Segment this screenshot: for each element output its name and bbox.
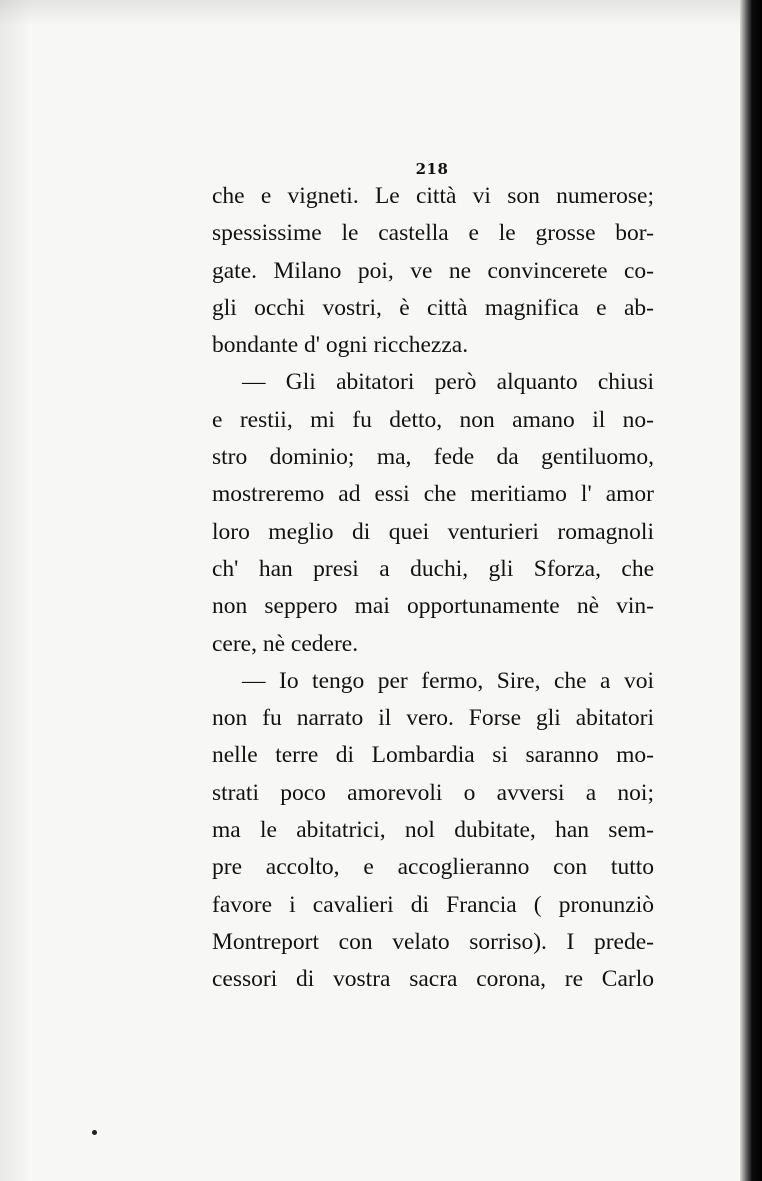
text-line: favore i cavalieri di Francia ( pronunziò xyxy=(212,891,654,918)
left-shadow xyxy=(0,0,30,1181)
text-line: nelle terre di Lombardia si saranno mo- xyxy=(212,742,654,769)
text-line: non seppero mai opportunamente nè vin- xyxy=(212,593,654,620)
text-line: che e vigneti. Le città vi son numerose; xyxy=(212,183,654,209)
text-line: gate. Milano poi, ve ne convincerete co- xyxy=(212,257,654,284)
text-line: — Gli abitatori però alquanto chiusi xyxy=(242,369,654,396)
text-line: cere, nè cedere. xyxy=(212,630,359,657)
page-binding-edge xyxy=(740,0,762,1181)
text-line: ma le abitatrici, nol dubitate, han sem- xyxy=(212,817,654,844)
text-line: gli occhi vostri, è città magnifica e ab- xyxy=(212,294,654,321)
text-line: bondante d' ogni ricchezza. xyxy=(212,332,469,359)
text-line: strati poco amorevoli o avversi a noi; xyxy=(212,779,654,806)
ink-speck xyxy=(92,1130,97,1135)
body-text xyxy=(212,178,654,999)
text-line: Montreport con velato sorriso). I prede- xyxy=(212,928,654,955)
text-line: pre accolto, e accoglieranno con tutto xyxy=(212,854,654,881)
text-line: ch' han presi a duchi, gli Sforza, che xyxy=(212,555,654,582)
page-number: 218 xyxy=(415,160,449,178)
text-line: loro meglio di quei venturieri romagnoli xyxy=(212,518,654,545)
text-line: stro dominio; ma, fede da gentiluomo, xyxy=(212,444,654,471)
top-shadow xyxy=(0,0,762,26)
text-line: — Io tengo per fermo, Sire, che a voi xyxy=(242,667,654,694)
text-line: e restii, mi fu detto, non amano il no- xyxy=(212,406,654,433)
text-line: mostreremo ad essi che meritiamo l' amor xyxy=(212,481,654,508)
text-line: cessori di vostra sacra corona, re Carlo xyxy=(212,966,654,993)
text-line: non fu narrato il vero. Forse gli abitatori xyxy=(212,705,654,732)
text-line: spessissime le castella e le grosse bor- xyxy=(212,220,654,247)
